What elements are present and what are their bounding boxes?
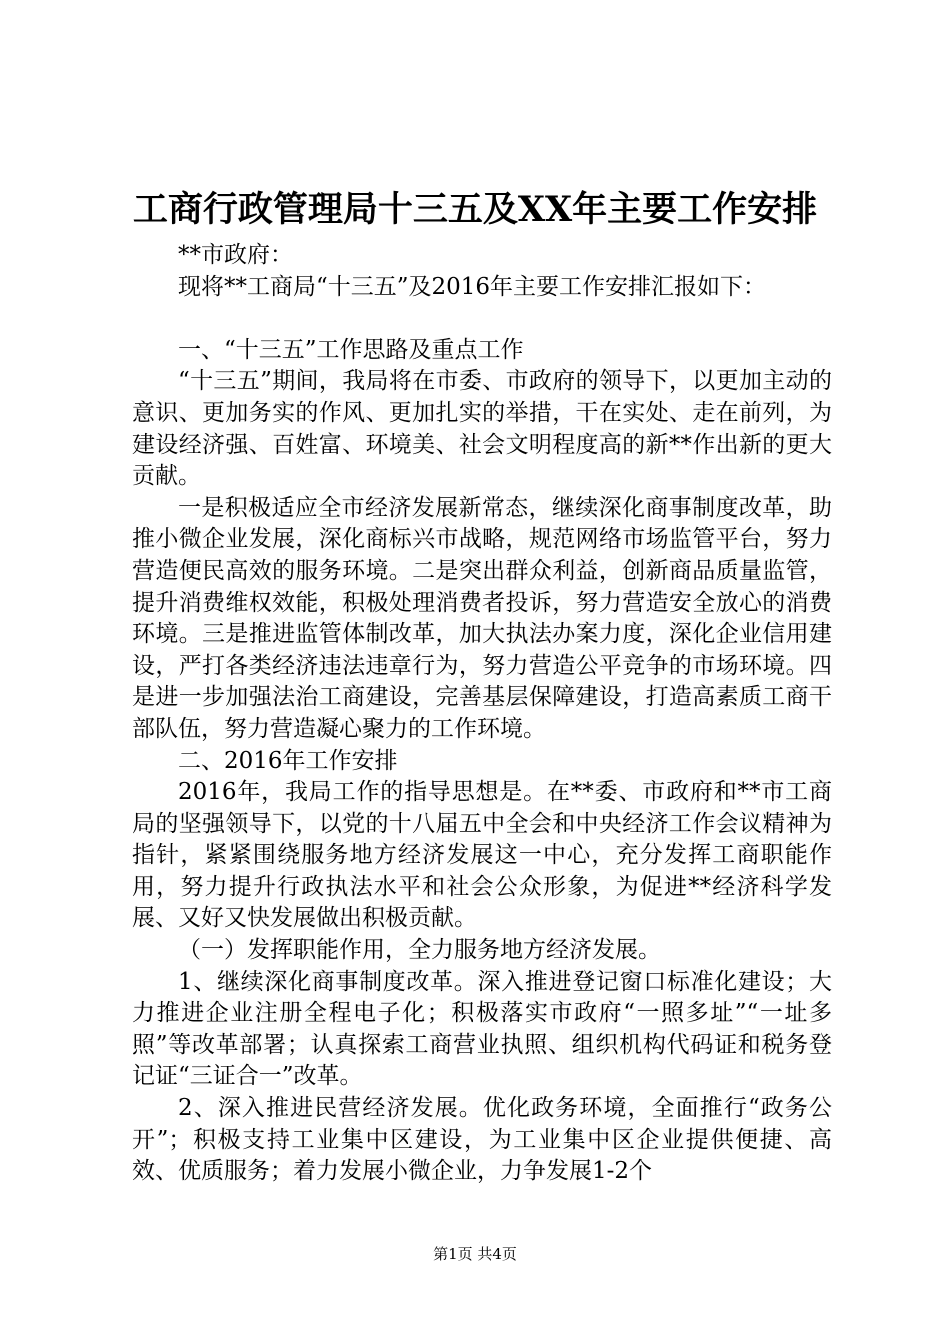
body-paragraph: 1、继续深化商事制度改革。深入推进登记窗口标准化建设；大力推进企业注册全程电子化；积极落实市政府“一照多址”“一址多照”等改革部署；认真探索工商营业执照、组织机构代码证和税务登记证“三证合一”改革。 [132,968,832,1090]
body-paragraph: 一是积极适应全市经济发展新常态，继续深化商事制度改革，助推小微企业发展，深化商标兴市战略，规范网络市场监管平台，努力营造便民高效的服务环境。二是突出群众利益，创新商品质量监管，提升消费维权效能，积极处理消费者投诉，努力营造安全放心的消费环境。三是推进监管体制改革，加大执法办案力度，深化企业信用建设，严打各类经济违法违章行为，努力营造公平竞争的市场环境。四是进一步加强法治工商建设，完善基层保障建设，打造高素质工商干部队伍，努力营造凝心聚力的工作环境。 [132,494,832,742]
page-number-footer: 第1页 共4页 [433,1245,517,1263]
document-title: 工商行政管理局十三五及XX年主要工作安排 [132,189,818,230]
document-body [132,240,832,1188]
body-paragraph: 2016年，我局工作的指导思想是。在**委、市政府和**市工商局的坚强领导下，以党的十八届五中全会和中央经济工作会议精神为指针，紧紧围绕服务地方经济发展这一中心，充分发挥工商职能作用，努力提升行政执法水平和社会公众形象，为促进**经济科学发展、又好又快发展做出积极贡献。 [132,779,832,932]
intro-paragraph: 现将**工商局“十三五”及2016年主要工作安排汇报如下： [178,273,767,300]
subsection-heading: （一）发挥职能作用，全力服务地方经济发展。 [178,937,661,964]
body-paragraph: 2、深入推进民营经济发展。优化政务环境，全面推行“政务公开”；积极支持工业集中区建设，为工业集中区企业提供便捷、高效、优质服务；着力发展小微企业，力争发展1-2个 [132,1095,832,1185]
salutation: **市政府： [178,242,293,268]
body-paragraph: “十三五”期间，我局将在市委、市政府的领导下，以更加主动的意识、更加务实的作风、更加扎实的举措，干在实处、走在前列，为建设经济强、百姓富、环境美、社会文明程度高的新**作出新的更大贡献。 [132,368,832,490]
section-heading-2: 二、2016年工作安排 [178,747,398,774]
section-heading-1: 一、“十三五”工作思路及重点工作 [178,336,524,363]
